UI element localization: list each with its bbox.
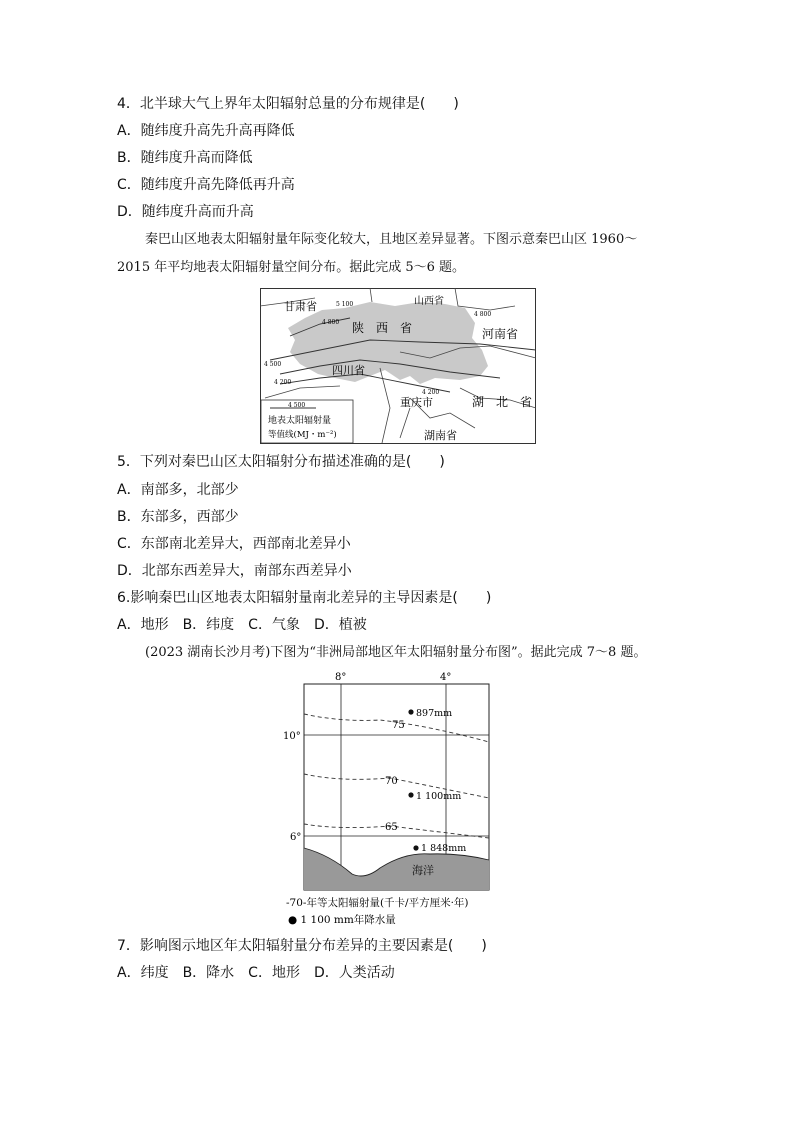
label-henan: 河南省 — [482, 327, 519, 341]
station-1100: 1 100mm — [416, 791, 462, 802]
question-4-option-c: C．随纬度升高先降低再升高 — [117, 177, 295, 193]
question-4-option-b: B．随纬度升高而降低 — [117, 150, 253, 166]
question-6-stem: 6.影响秦巴山区地表太阳辐射量南北差异的主导因素是( ) — [117, 590, 492, 606]
label-hubei: 湖 北 省 — [472, 395, 533, 409]
contour-label: 4 800 — [474, 311, 492, 318]
contour-label: 5 100 — [336, 301, 354, 308]
lon-label-8: 8° — [335, 672, 347, 683]
question-5-option-d: D．北部东西差异大，南部东西差异小 — [117, 563, 352, 579]
label-shanxi: 山西省 — [414, 296, 444, 307]
label-chongqing: 重庆市 — [400, 396, 433, 409]
question-4-stem: 4．北半球大气上界年太阳辐射总量的分布规律是( ) — [117, 96, 459, 112]
africa-radiation-map — [280, 670, 530, 930]
contour-70: 70 — [385, 776, 398, 787]
question-4-option-a: A．随纬度升高先升高再降低 — [117, 123, 295, 139]
legend-line1: 地表太阳辐射量 — [268, 416, 332, 426]
legend-sample-value: 4 500 — [288, 402, 306, 409]
question-7-options: A．纬度 B．降水 C．地形 D．人类活动 — [117, 965, 395, 981]
contour-label: 4 200 — [422, 389, 440, 396]
label-shaanxi: 陕 西 省 — [352, 321, 413, 335]
sea-label: 海洋 — [412, 864, 434, 877]
intro-5-6-line2: 2015 年平均地表太阳辐射量空间分布。据此完成 5～6 题。 — [117, 260, 466, 275]
question-7-stem: 7．影响图示地区年太阳辐射量分布差异的主要因素是( ) — [117, 938, 487, 954]
station-897: 897mm — [416, 708, 453, 719]
question-5-option-c: C．东部南北差异大，西部南北差异小 — [117, 536, 351, 552]
question-5-option-b: B．东部多，西部少 — [117, 509, 239, 525]
qinba-radiation-map — [260, 288, 536, 444]
label-sichuan: 四川省 — [332, 364, 365, 377]
question-4-option-d: D．随纬度升高而升高 — [117, 204, 254, 220]
intro-7-8: (2023 湖南长沙月考)下图为“非洲局部地区年太阳辐射量分布图”。据此完成 7～8 题。 — [145, 645, 647, 660]
contour-label: 4 800 — [322, 319, 340, 326]
lon-label-4: 4° — [440, 672, 452, 683]
legend-line2: 等值线(MJ・m⁻²) — [268, 430, 337, 440]
contour-label: 4 500 — [264, 361, 282, 368]
station-1848: 1 848mm — [421, 843, 467, 854]
contour-label: 4 200 — [274, 379, 292, 386]
contour-75: 75 — [392, 720, 405, 731]
label-gansu: 甘肃省 — [284, 300, 317, 313]
question-5-stem: 5．下列对秦巴山区太阳辐射分布描述准确的是( ) — [117, 454, 445, 470]
lat-label-10: 10° — [283, 731, 301, 742]
map2-legend-line1: -70-年等太阳辐射量(千卡/平方厘米·年) — [286, 897, 469, 909]
label-hunan: 湖南省 — [424, 429, 457, 442]
map2-legend-line2: ● 1 100 mm年降水量 — [288, 914, 396, 926]
intro-5-6-line1: 秦巴山区地表太阳辐射量年际变化较大，且地区差异显著。下图示意秦巴山区 1960～ — [145, 232, 638, 247]
question-6-options: A．地形 B．纬度 C．气象 D．植被 — [117, 617, 367, 633]
lat-label-6: 6° — [290, 832, 302, 843]
contour-65: 65 — [385, 822, 398, 833]
question-5-option-a: A．南部多，北部少 — [117, 482, 239, 498]
